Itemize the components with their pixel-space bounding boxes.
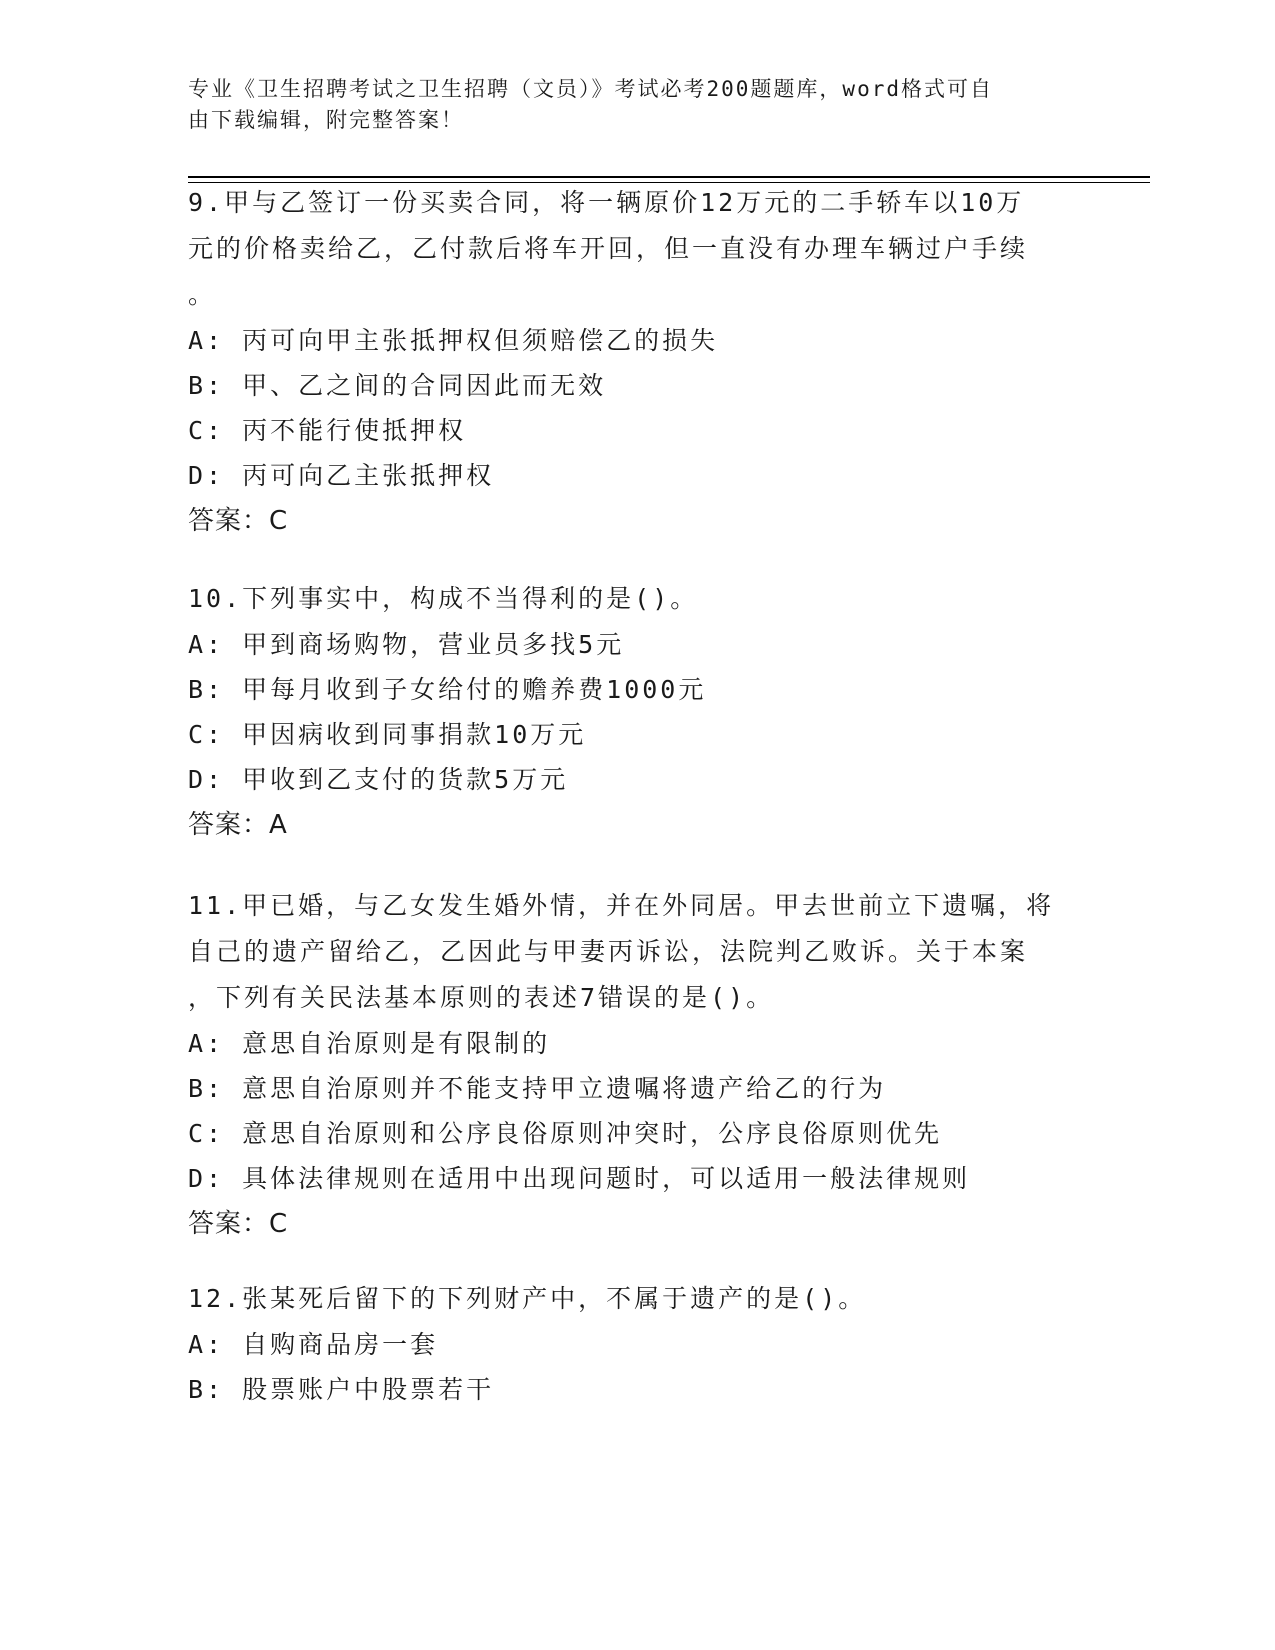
question-11 bbox=[188, 883, 1088, 1247]
option-a: A: 意思自治原则是有限制的 bbox=[188, 1029, 551, 1058]
option-b: B: 甲、乙之间的合同因此而无效 bbox=[188, 371, 607, 400]
answer: 答案：A bbox=[188, 810, 288, 840]
header-line-1: 专业《卫生招聘考试之卫生招聘（文员）》考试必考200题题库，word格式可自 bbox=[188, 77, 993, 101]
option-b: B: 甲每月收到子女给付的赡养费1000元 bbox=[188, 675, 707, 704]
option-b: B: 意思自治原则并不能支持甲立遗嘱将遗产给乙的行为 bbox=[188, 1074, 887, 1103]
option-d: D: 丙可向乙主张抵押权 bbox=[188, 461, 495, 490]
option-a: A: 甲到商场购物，营业员多找5元 bbox=[188, 630, 625, 659]
option-b: B: 股票账户中股票若干 bbox=[188, 1375, 495, 1404]
header-line-2: 由下载编辑，附完整答案！ bbox=[188, 108, 464, 132]
option-a: A: 自购商品房一套 bbox=[188, 1330, 439, 1359]
option-a: A: 丙可向甲主张抵押权但须赔偿乙的损失 bbox=[188, 326, 719, 355]
question-stem-line: 元的价格卖给乙，乙付款后将车开回，但一直没有办理车辆过户手续 bbox=[188, 234, 1029, 263]
question-stem-line: 11.甲已婚，与乙女发生婚外情，并在外同居。甲去世前立下遗嘱，将 bbox=[188, 891, 1055, 920]
question-stem-line: 。 bbox=[188, 280, 217, 309]
option-c: C: 意思自治原则和公序良俗原则冲突时，公序良俗原则优先 bbox=[188, 1119, 943, 1148]
answer: 答案：C bbox=[188, 506, 289, 536]
question-stem-line: 自己的遗产留给乙，乙因此与甲妻丙诉讼，法院判乙败诉。关于本案 bbox=[188, 937, 1029, 966]
question-stem-line: 10.下列事实中，构成不当得利的是()。 bbox=[188, 584, 699, 613]
question-stem-line: ，下列有关民法基本原则的表述7错误的是()。 bbox=[188, 983, 775, 1012]
question-stem-line: 12.张某死后留下的下列财产中，不属于遗产的是()。 bbox=[188, 1284, 867, 1313]
question-9 bbox=[188, 180, 1088, 544]
option-d: D: 具体法律规则在适用中出现问题时，可以适用一般法律规则 bbox=[188, 1164, 971, 1193]
question-stem-line: 9.甲与乙签订一份买卖合同，将一辆原价12万元的二手轿车以10万 bbox=[188, 188, 1025, 217]
question-12 bbox=[188, 1276, 1088, 1412]
header-divider-thick bbox=[188, 176, 1150, 178]
question-10 bbox=[188, 576, 1088, 848]
document-header bbox=[188, 74, 1068, 136]
option-c: C: 丙不能行使抵押权 bbox=[188, 416, 467, 445]
option-d: D: 甲收到乙支付的货款5万元 bbox=[188, 765, 569, 794]
answer: 答案：C bbox=[188, 1209, 289, 1239]
option-c: C: 甲因病收到同事捐款10万元 bbox=[188, 720, 587, 749]
